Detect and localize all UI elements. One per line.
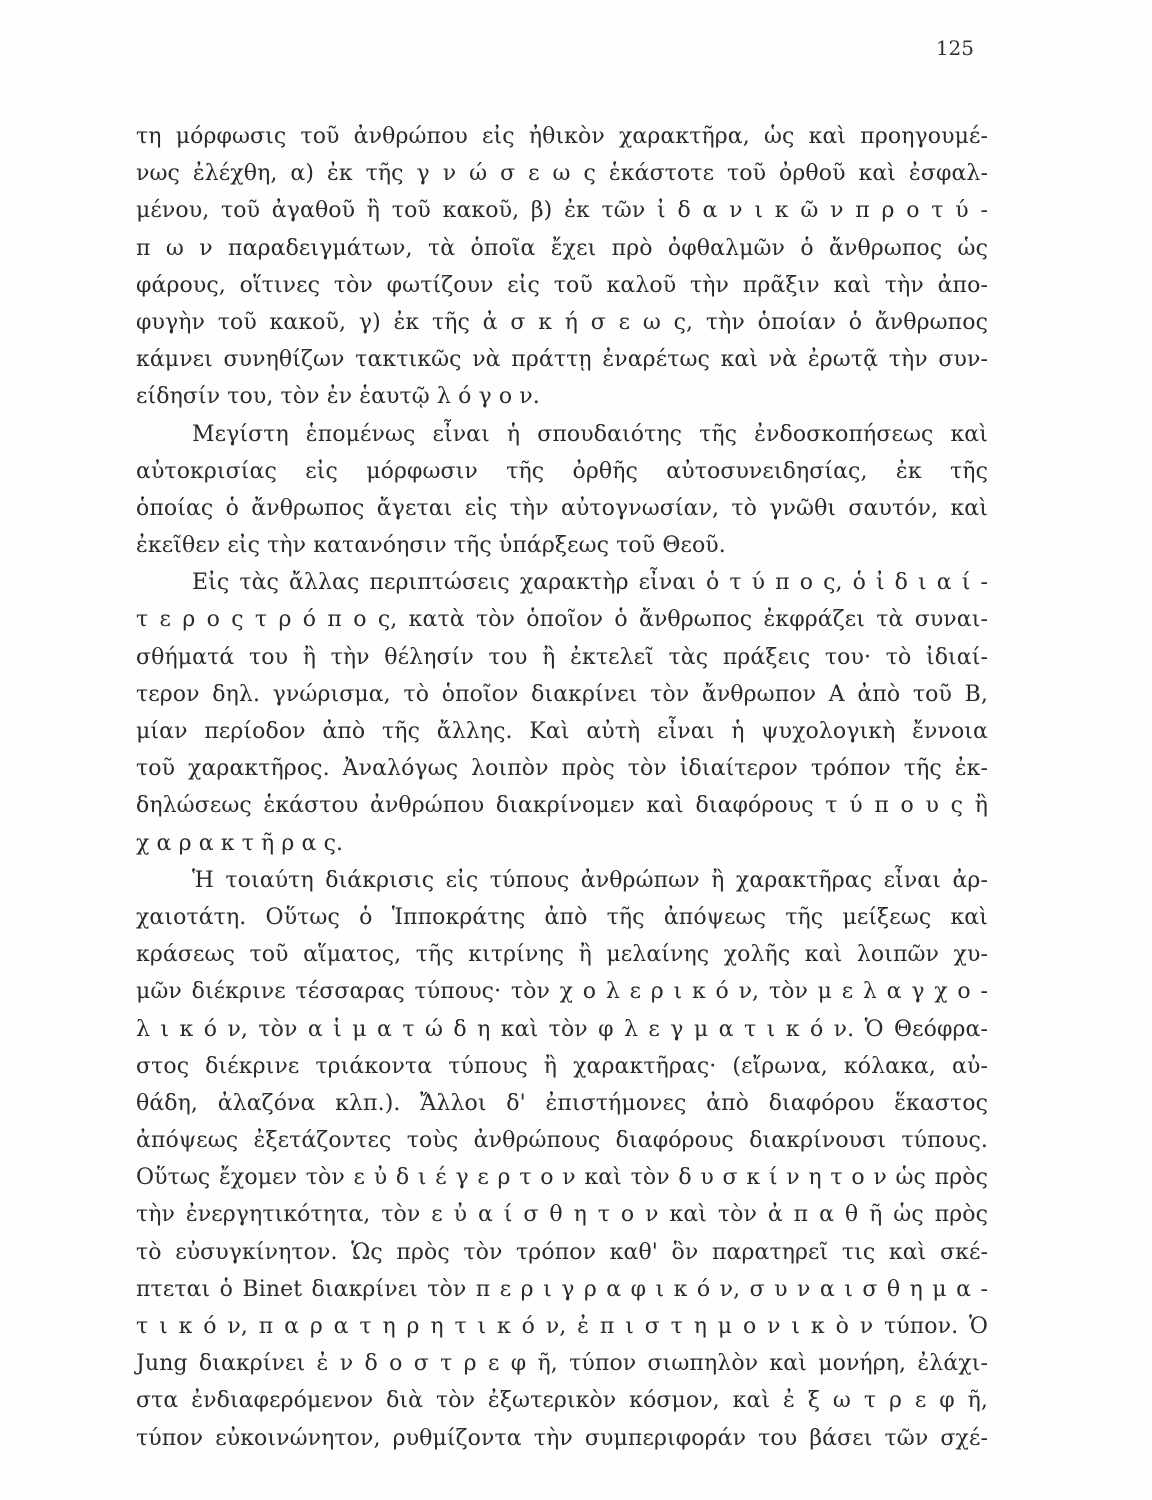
text-line: Ἡ τοιαύτη διάκρισις εἰς τύπους ἀνθρώπων ἢ χαρακτῆρας εἶναι ἀρ- [192, 867, 988, 893]
text-line: στα ἐνδιαφερόμενον διὰ τὸν ἐξωτερικὸν κόσμον, καὶ ἐ ξ ω τ ρ ε φ ῆ, [136, 1388, 988, 1414]
text-line: τερον δηλ. γνώρισμα, τὸ ὁποῖον διακρίνει τὸν ἄνθρωπον Α ἀπὸ τοῦ Β, [136, 681, 988, 707]
text-line: κάμνει συνηθίζων τακτικῶς νὰ πράττῃ ἐναρέτως καὶ νὰ ἐρωτᾷ τὴν συν- [136, 347, 988, 373]
text-line: ἐκεῖθεν εἰς τὴν κατανόησιν τῆς ὑπάρξεως τοῦ Θεοῦ. [136, 533, 726, 559]
text-line: τὸ εὐσυγκίνητον. Ὡς πρὸς τὸν τρόπον καθ' ὃν παρατηρεῖ τις καὶ σκέ- [136, 1239, 988, 1265]
text-line: Jung διακρίνει ἐ ν δ ο σ τ ρ ε φ ῆ, τύπον σιωπηλὸν καὶ μονήρη, ἐλάχι- [136, 1351, 988, 1377]
text-line: αὐτοκρισίας εἰς μόρφωσιν τῆς ὀρθῆς αὐτοσυνειδησίας, ἐκ τῆς [136, 458, 988, 484]
body-text [136, 118, 988, 1457]
text-line: δηλώσεως ἑκάστου ἀνθρώπου διακρίνομεν καὶ διαφόρους τ ύ π ο υ ς ἢ [136, 793, 988, 819]
text-line: π ω ν παραδειγμάτων, τὰ ὁποῖα ἔχει πρὸ ὀφθαλμῶν ὁ ἄνθρωπος ὡς [136, 235, 988, 261]
text-line: κράσεως τοῦ αἵματος, τῆς κιτρίνης ἢ μελαίνης χολῆς καὶ λοιπῶν χυ- [136, 942, 988, 968]
text-line: φυγὴν τοῦ κακοῦ, γ) ἐκ τῆς ἀ σ κ ή σ ε ω ς, τὴν ὁποίαν ὁ ἄνθρωπος [136, 309, 988, 335]
text-line: στος διέκρινε τριάκοντα τύπους ἢ χαρακτῆρας· (εἴρωνα, κόλακα, αὐ- [136, 1053, 988, 1079]
text-line: τύπον εὐκοινώνητον, ρυθμίζοντα τὴν συμπεριφοράν του βάσει τῶν σχέ- [136, 1425, 988, 1451]
text-line: χ α ρ α κ τ ῆ ρ α ς. [136, 830, 344, 856]
text-line: μίαν περίοδον ἀπὸ τῆς ἄλλης. Καὶ αὐτὴ εἶναι ἡ ψυχολογικὴ ἔννοια [136, 719, 988, 744]
text-line: είδησίν του, τὸν ἐν ἑαυτῷ λ ό γ ο ν. [136, 384, 540, 410]
page-number: 125 [935, 36, 974, 60]
text-line: νως ἐλέχθη, α) ἐκ τῆς γ ν ώ σ ε ω ς ἑκάστοτε τοῦ ὀρθοῦ καὶ ἐσφαλ- [136, 161, 988, 187]
text-line: τὴν ἐνεργητικότητα, τὸν ε ὐ α ί σ θ η τ ο ν καὶ τὸν ἀ π α θ ῆ ὡς πρὸς [136, 1202, 988, 1228]
text-line: Οὕτως ἔχομεν τὸν ε ὐ δ ι έ γ ε ρ τ ο ν καὶ τὸν δ υ σ κ ί ν η τ ο ν ὡς πρὸς [136, 1165, 988, 1191]
text-line: χαιοτάτη. Οὕτως ὁ Ἱπποκράτης ἀπὸ τῆς ἀπόψεως τῆς μείξεως καὶ [136, 904, 988, 930]
text-line: τοῦ χαρακτῆρος. Ἀναλόγως λοιπὸν πρὸς τὸν ἰδιαίτερον τρόπον τῆς ἐκ- [136, 756, 988, 782]
text-line: σθήματά του ἢ τὴν θέλησίν του ἢ ἐκτελεῖ τὰς πράξεις του· τὸ ἰδιαί- [136, 644, 988, 670]
text-line: πτεται ὁ Binet διακρίνει τὸν π ε ρ ι γ ρ α φ ι κ ό ν, σ υ ν α ι σ θ η μ α - [136, 1276, 988, 1302]
text-line: ἀπόψεως ἐξετάζοντες τοὺς ἀνθρώπους διαφόρους διακρίνουσι τύπους. [136, 1128, 988, 1154]
text-line: μῶν διέκρινε τέσσαρας τύπους· τὸν χ ο λ ε ρ ι κ ό ν, τὸν μ ε λ α γ χ ο - [136, 979, 988, 1005]
text-line: Εἰς τὰς ἄλλας περιπτώσεις χαρακτὴρ εἶναι ὁ τ ύ π ο ς, ὁ ἰ δ ι α ί - [192, 570, 988, 596]
text-line: τη μόρφωσις τοῦ ἀνθρώπου εἰς ἠθικὸν χαρακτῆρα, ὡς καὶ προηγουμέ- [136, 124, 988, 149]
text-line: φάρους, οἵτινες τὸν φωτίζουν εἰς τοῦ καλοῦ τὴν πρᾶξιν καὶ τὴν ἀπο- [136, 272, 988, 298]
text-line: Μεγίστη ἑπομένως εἶναι ἡ σπουδαιότης τῆς ἐνδοσκοπήσεως καὶ [192, 421, 988, 447]
text-line: μένου, τοῦ ἀγαθοῦ ἢ τοῦ κακοῦ, β) ἐκ τῶν ἰ δ α ν ι κ ῶ ν π ρ ο τ ύ - [136, 198, 988, 224]
text-line: λ ι κ ό ν, τὸν α ἱ μ α τ ώ δ η καὶ τὸν φ λ ε γ μ α τ ι κ ό ν. Ὁ Θεόφρα- [136, 1016, 988, 1042]
text-line: θάδη, ἀλαζόνα κλπ.). Ἄλλοι δ' ἐπιστήμονες ἀπὸ διαφόρου ἕκαστος [136, 1090, 988, 1116]
text-line: ὁποίας ὁ ἄνθρωπος ἄγεται εἰς τὴν αὐτογνωσίαν, τὸ γνῶθι σαυτόν, καὶ [136, 495, 988, 521]
text-line: τ ι κ ό ν, π α ρ α τ η ρ η τ ι κ ό ν, ἐ π ι σ τ η μ ο ν ι κ ὸ ν τύπον. Ὁ [136, 1314, 988, 1339]
text-line: τ ε ρ ο ς τ ρ ό π ο ς, κατὰ τὸν ὁποῖον ὁ ἄνθρωπος ἐκφράζει τὰ συναι- [136, 607, 988, 633]
